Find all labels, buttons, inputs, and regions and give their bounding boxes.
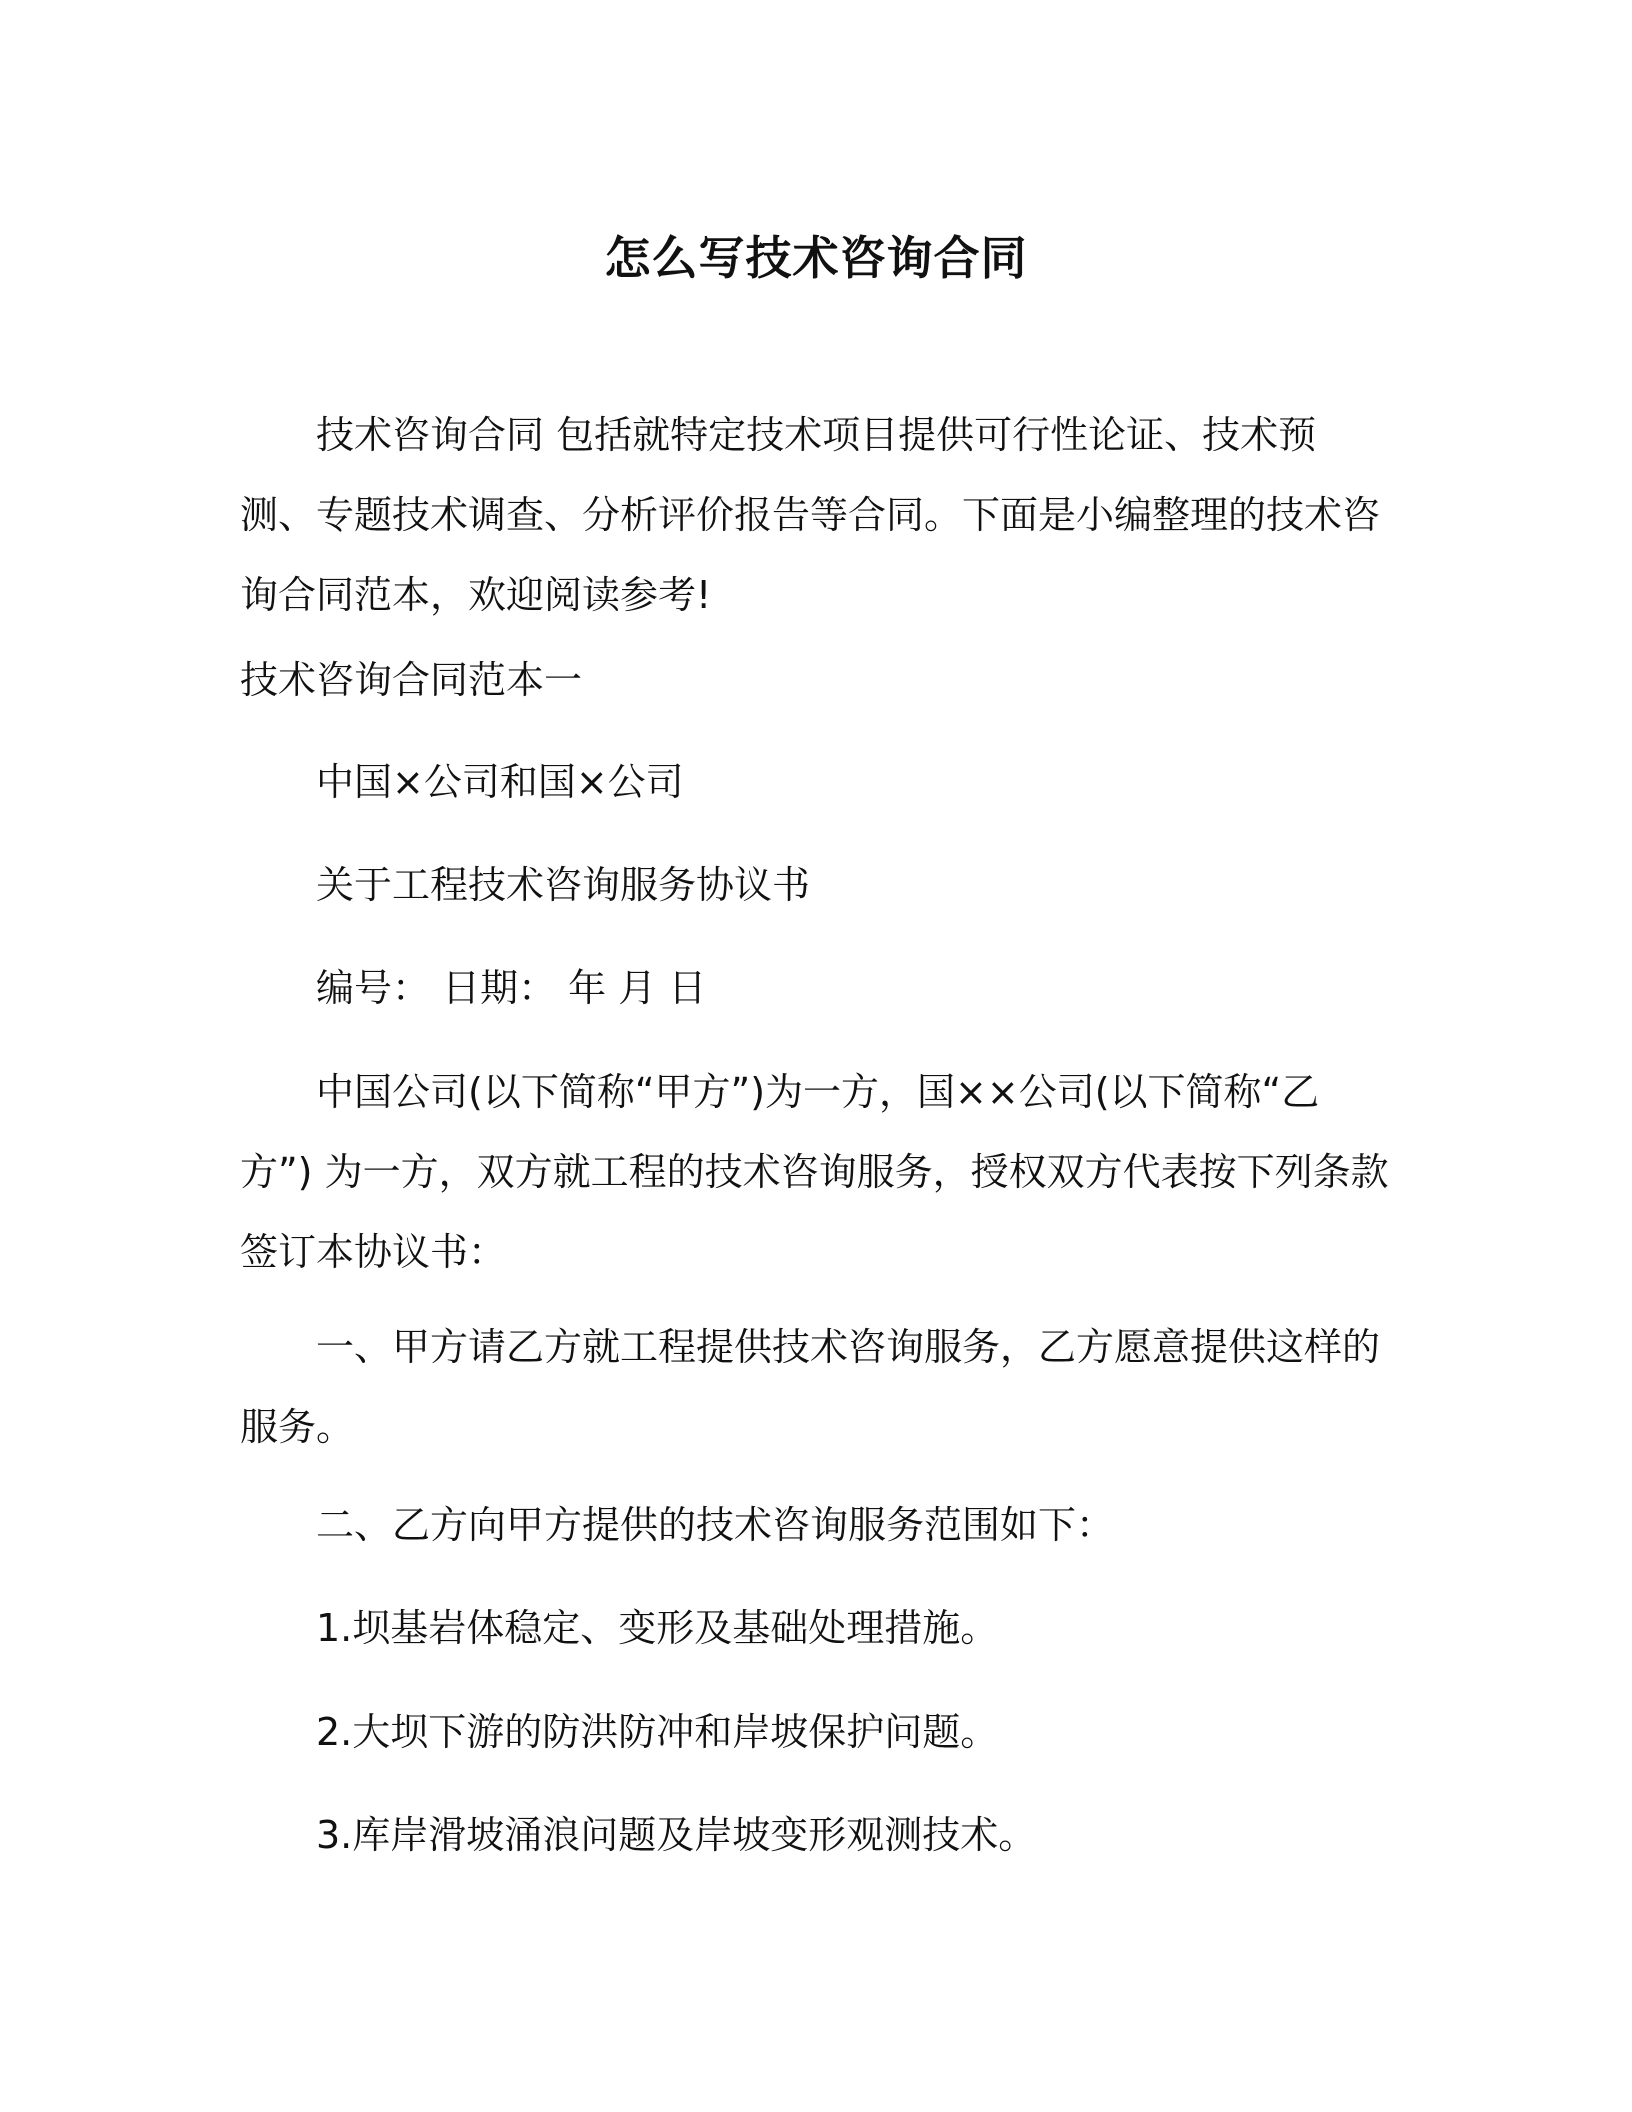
service-item-1: 1.坝基岩体稳定、变形及基础处理措施。 (316, 1606, 999, 1650)
parties-line: 中国×公司和国×公司 (316, 760, 684, 804)
document-title: 怎么写技术咨询合同 (604, 231, 1028, 285)
preamble-paragraph: 中国公司(以下简称“甲方”)为一方，国××公司(以下简称“乙方”) 为一方，双方就工程的技术咨询服务，授权双方代表按下列条款签订本协议书： (240, 1070, 1389, 1274)
service-item-3: 3.库岸滑坡涌浪问题及岸坡变形观测技术。 (316, 1813, 1037, 1857)
intro-paragraph: 技术咨询合同 包括就特定技术项目提供可行性论证、技术预测、专题技术调查、分析评价报告等合同。下面是小编整理的技术咨询合同范本，欢迎阅读参考! (240, 413, 1381, 617)
clause-two: 二、乙方向甲方提供的技术咨询服务范围如下： (316, 1503, 1115, 1547)
clause-one: 一、甲方请乙方就工程提供技术咨询服务，乙方愿意提供这样的服务。 (240, 1325, 1381, 1449)
number-date-line: 编号： 日期： 年 月 日 (316, 966, 707, 1010)
service-item-2: 2.大坝下游的防洪防冲和岸坡保护问题。 (316, 1710, 999, 1754)
sample-heading: 技术咨询合同范本一 (240, 658, 583, 702)
agreement-title: 关于工程技术咨询服务协议书 (316, 863, 811, 907)
